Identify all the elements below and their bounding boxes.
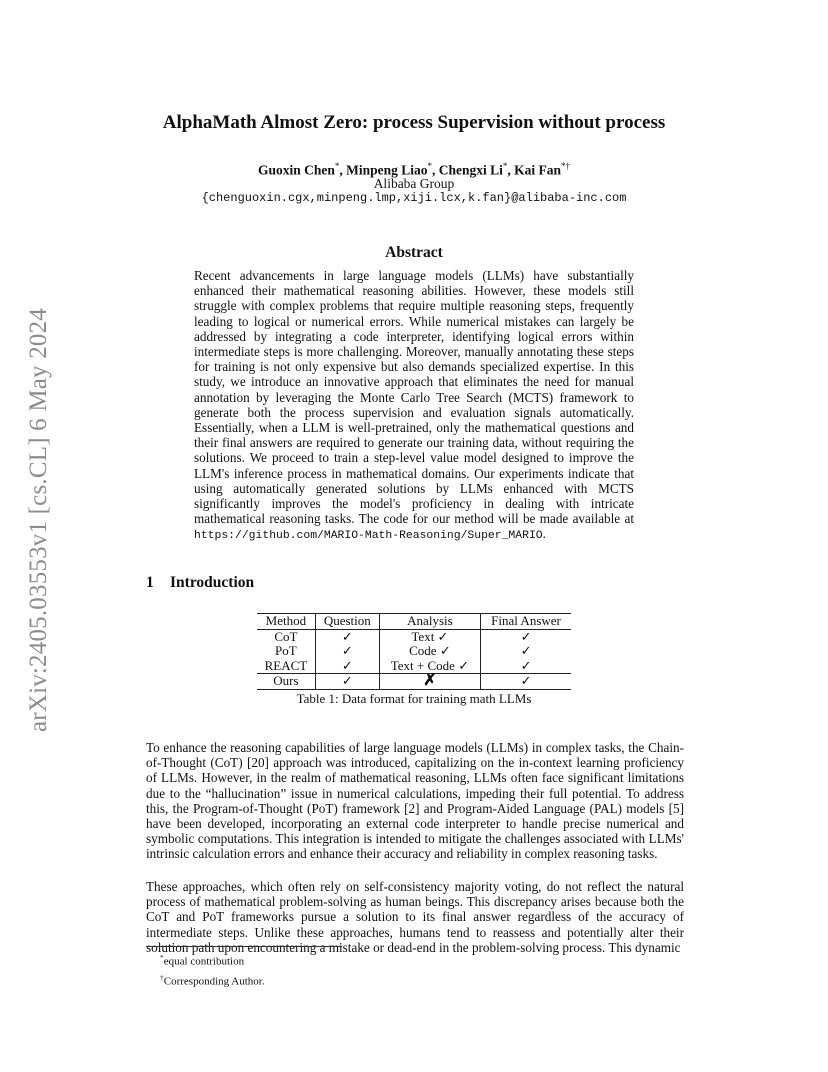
table-header-row	[257, 614, 571, 630]
cross-mark-icon: ✗	[379, 674, 480, 690]
table-cell: CoT	[257, 629, 315, 644]
author-name: Guoxin Chen	[257, 162, 335, 178]
arxiv-sidebar	[22, 285, 56, 755]
affiliation: Alibaba Group	[373, 176, 455, 191]
table-cell: PoT	[257, 644, 315, 659]
author-name: Kai Fan	[514, 162, 562, 178]
author-mark: *	[334, 161, 340, 171]
table-header-cell: Analysis	[379, 614, 480, 630]
table-row-ours	[257, 674, 571, 690]
intro-paragraph-1: To enhance the reasoning capabilities of large language models (LLMs) in complex tasks, the Chain-of-Thought (CoT) [20] approach was introduced, capitalizing on the in-context learning proficiency of LLMs. However, in the realm of mathematical reasoning, LLMs often face significant limitations due to the “hallucination” issue in numerical calculations, impeding their full potential. To address this, the Program-of-Thought (PoT) framework [2] and Program-Aided Language (PAL) models [5] have been developed, incorporating an external code interpreter to handle precise numerical and symbolic computations. This integration is intended to mitigate the challenges associated with LLMs' intrinsic calculation errors and enhance their accuracy and reliability in complex reasoning tasks.	[146, 740, 684, 862]
table-row	[257, 629, 571, 644]
table-header-cell: Question	[315, 614, 379, 630]
abstract-text: Recent advancements in large language models (LLMs) have substantially enhanced their mathematical reasoning abilities. However, these models still struggle with complex problems that require multiple reasoning steps, frequently leading to logical or numerical errors. While numerical mistakes can largely be addressed by integrating a code interpreter, identifying logical errors within intermediate steps is more challenging. Moreover, manually annotating these steps for training is not only expensive but also demands specialized expertise. In this study, we introduce an innovative approach that eliminates the need for manual annotation by leveraging the Monte Carlo Tree Search (MCTS) framework to generate both the process supervision and evaluation signals automatically. Essentially, when a LLM is well-pretrained, only the mathematical questions and their final answers are required to generate our training data, without requiring the solutions. We proceed to train a step-level value model designed to improve the LLM's inference process in mathematical domains. Our experiments indicate that using automatically generated solutions by LLMs enhanced with MCTS significantly improves the model's proficiency in dealing with intricate mathematical reasoning tasks. The code for our method will be made available at	[194, 268, 634, 527]
abstract-end: .	[542, 526, 546, 542]
table-cell: ✓	[315, 659, 379, 674]
table-cell: Text + Code ✓	[379, 659, 480, 674]
table-cell: REACT	[257, 659, 315, 674]
table-cell: Text ✓	[379, 629, 480, 644]
table-row	[257, 659, 571, 674]
table-cell: ✓	[520, 628, 532, 644]
table-header-cell: Method	[257, 614, 315, 630]
table-row	[257, 644, 571, 659]
abstract-heading: Abstract	[385, 244, 443, 261]
footnote-text: Corresponding Author.	[163, 975, 265, 988]
table-cell: ✓	[520, 643, 532, 658]
section-number: 1	[146, 574, 154, 591]
footnote-mark: †	[160, 972, 164, 982]
table-cell: Code ✓	[379, 644, 480, 659]
footnote	[160, 950, 265, 970]
table-cell: Ours	[257, 674, 315, 690]
section-title: Introduction	[170, 574, 255, 591]
table-cell: ✓	[315, 629, 379, 644]
table-header-cell: Final Answer	[491, 613, 561, 628]
arxiv-id-label: arXiv:2405.03553v1 [cs.CL] 6 May 2024	[25, 307, 52, 733]
author-name: Chengxi Li	[438, 162, 503, 178]
section-heading	[146, 574, 254, 592]
footnote-text: equal contribution	[163, 955, 245, 968]
author-list: Guoxin Chen*, Minpeng Liao*, Chengxi Li*, Kai Fan*†	[257, 161, 571, 178]
author-mark: *†	[561, 161, 571, 171]
footnotes	[160, 950, 265, 989]
footnote-divider	[146, 946, 342, 947]
author-mark: *	[502, 161, 508, 171]
data-format-table	[257, 613, 571, 707]
footnote-mark: *	[160, 953, 164, 962]
code-url-link[interactable]: https://github.com/MARIO-Math-Reasoning/Super_MARIO	[194, 530, 543, 543]
paper-title: AlphaMath Almost Zero: process Supervision without process	[162, 112, 666, 133]
intro-paragraph-2: These approaches, which often rely on self-consistency majority voting, do not reflect the natural process of mathematical problem-solving as human beings. This discrepancy arises because both the CoT and PoT frameworks pursue a solution to its final answer regardless of the accuracy of intermediate steps. Unlike these approaches, humans tend to reassess and potentially alter their solution path upon encountering a mistake or dead-end in the problem-solving process. This dynamic	[146, 879, 684, 955]
footnote	[160, 970, 265, 990]
table-cell: ✓	[315, 644, 379, 659]
author-mark: *	[427, 161, 432, 171]
author-name: Minpeng Liao	[346, 162, 428, 178]
table-cell: ✓	[315, 674, 379, 690]
table-cell: ✓	[520, 657, 532, 673]
abstract-body	[194, 268, 634, 545]
author-emails: {chenguoxin.cgx,minpeng.lmp,xiji.lcx,k.fan}@alibaba-inc.com	[201, 191, 627, 205]
table-caption: Table 1: Data format for training math LLMs	[296, 690, 532, 706]
table-cell: ✓	[520, 673, 532, 688]
